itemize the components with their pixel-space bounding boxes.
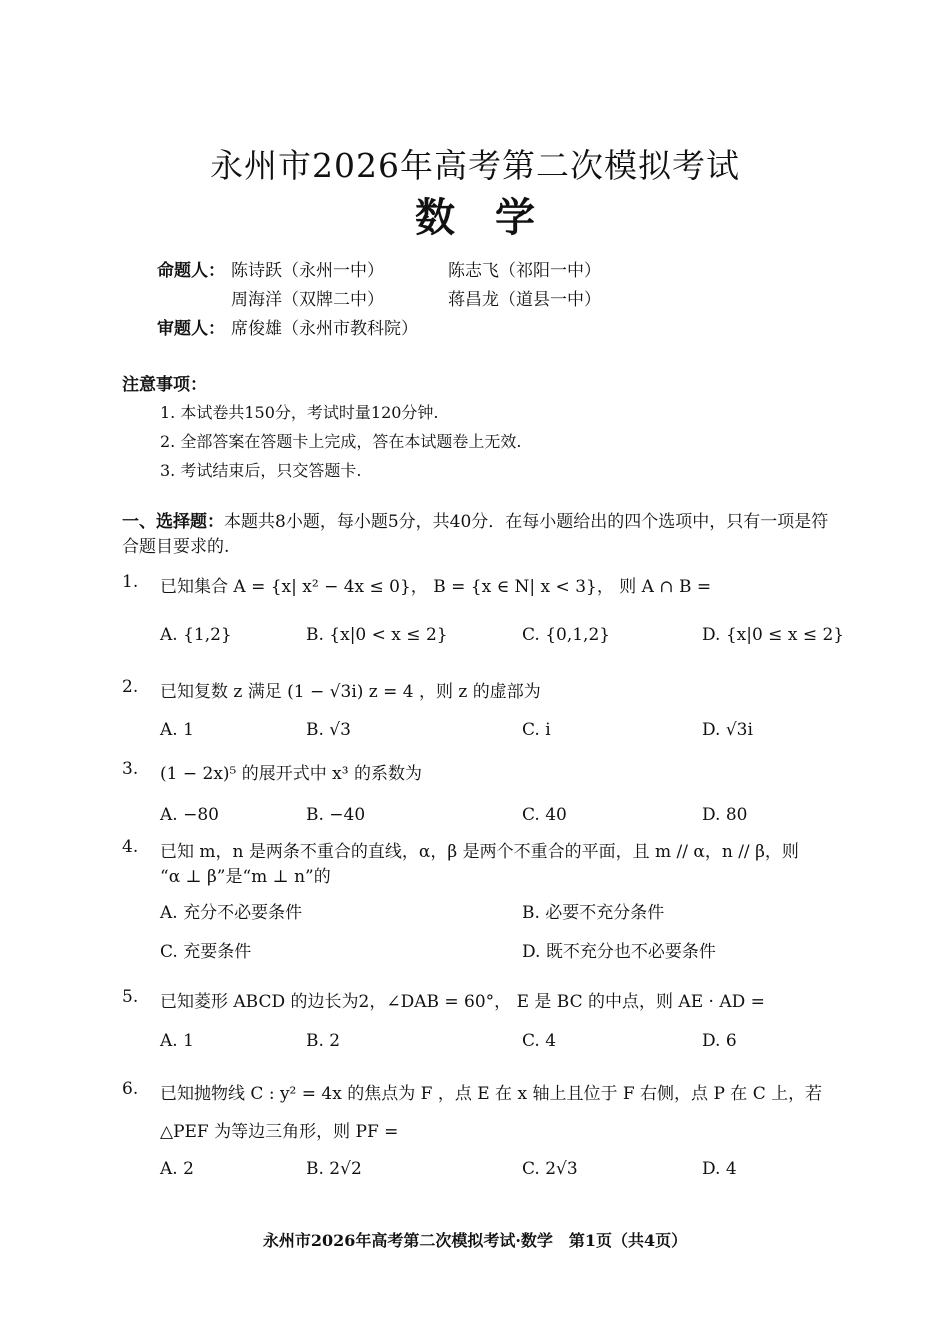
- question-number: 5.: [122, 987, 139, 1007]
- section-instructions: 本题共8小题，每小题5分，共40分．在每小题给出的四个选项中，只有一项是符合题目要求的.: [122, 512, 829, 557]
- option-a: A. 2: [160, 1159, 194, 1179]
- question-number: 6.: [122, 1079, 139, 1099]
- reviewer: 席俊雄（永州市教科院）: [231, 319, 418, 339]
- option-c: C. 4: [522, 1031, 557, 1051]
- option-a: A. {1,2}: [160, 625, 232, 645]
- note-item: 2. 全部答案在答题卡上完成，答在本试题卷上无效.: [160, 432, 522, 451]
- option-c: C. 充要条件: [160, 942, 252, 962]
- option-a: A. 充分不必要条件: [160, 903, 303, 923]
- section-one: [122, 510, 834, 560]
- setter-label: 命题人：: [157, 261, 225, 281]
- setter-4: 蒋昌龙（道县一中）: [448, 290, 601, 310]
- question-number: 4.: [122, 837, 139, 857]
- question-text: 已知复数 z 满足 (1 − √3i) z = 4 ，则 z 的虚部为: [160, 682, 541, 702]
- option-b: B. 2: [306, 1031, 341, 1051]
- exam-subject: 数学: [415, 194, 575, 241]
- option-c: C. 40: [522, 805, 567, 825]
- section-heading: 一、选择题：: [122, 512, 224, 532]
- option-d: D. √3i: [702, 720, 753, 740]
- setter-1: 陈诗跃（永州一中）: [231, 261, 384, 281]
- question-text: 已知抛物线 C : y² = 4x 的焦点为 F ，点 E 在 x 轴上且位于 F 右侧，点 P 在 C 上，若: [160, 1084, 823, 1104]
- setter-2: 陈志飞（祁阳一中）: [448, 261, 601, 281]
- question-text: 已知 m，n 是两条不重合的直线，α，β 是两个不重合的平面，且 m // α，n // β，则: [160, 842, 799, 862]
- option-b: B. 2√2: [306, 1159, 362, 1179]
- question-text-continued: △PEF 为等边三角形，则 PF =: [160, 1122, 399, 1142]
- notes-heading: 注意事项：: [122, 375, 207, 395]
- option-a: A. −80: [160, 805, 219, 825]
- option-b: B. −40: [306, 805, 366, 825]
- option-c: C. 2√3: [522, 1159, 578, 1179]
- option-d: D. 80: [702, 805, 748, 825]
- note-item: 3. 考试结束后，只交答题卡.: [160, 461, 362, 480]
- option-d: D. 既不充分也不必要条件: [522, 942, 716, 962]
- option-d: D. 4: [702, 1159, 737, 1179]
- option-b: B. {x|0 < x ≤ 2}: [306, 625, 448, 645]
- question-number: 2.: [122, 677, 139, 697]
- option-b: B. 必要不充分条件: [522, 903, 665, 923]
- question-text: (1 − 2x)⁵ 的展开式中 x³ 的系数为: [160, 764, 422, 784]
- question-text-continued: “α ⊥ β”是“m ⊥ n”的: [160, 867, 331, 887]
- option-c: C. i: [522, 720, 551, 740]
- question-number: 3.: [122, 759, 139, 779]
- page-footer: 永州市2026年高考第二次模拟考试·数学 第1页（共4页）: [262, 1231, 688, 1250]
- option-c: C. {0,1,2}: [522, 625, 611, 645]
- reviewer-label: 审题人：: [157, 319, 225, 339]
- note-item: 1. 本试卷共150分，考试时量120分钟.: [160, 403, 439, 422]
- option-d: D. 6: [702, 1031, 737, 1051]
- option-d: D. {x|0 ≤ x ≤ 2}: [702, 625, 845, 645]
- question-number: 1.: [122, 572, 139, 592]
- setter-3: 周海洋（双牌二中）: [231, 290, 384, 310]
- option-a: A. 1: [160, 720, 194, 740]
- option-a: A. 1: [160, 1031, 194, 1051]
- question-text: 已知集合 A = {x| x² − 4x ≤ 0}， B = {x ∈ N| x < 3}， 则 A ∩ B =: [160, 577, 712, 597]
- exam-title: 永州市2026年高考第二次模拟考试: [210, 146, 740, 185]
- option-b: B. √3: [306, 720, 351, 740]
- question-text: 已知菱形 ABCD 的边长为2，∠DAB = 60°， E 是 BC 的中点，则 AE · AD =: [160, 992, 765, 1012]
